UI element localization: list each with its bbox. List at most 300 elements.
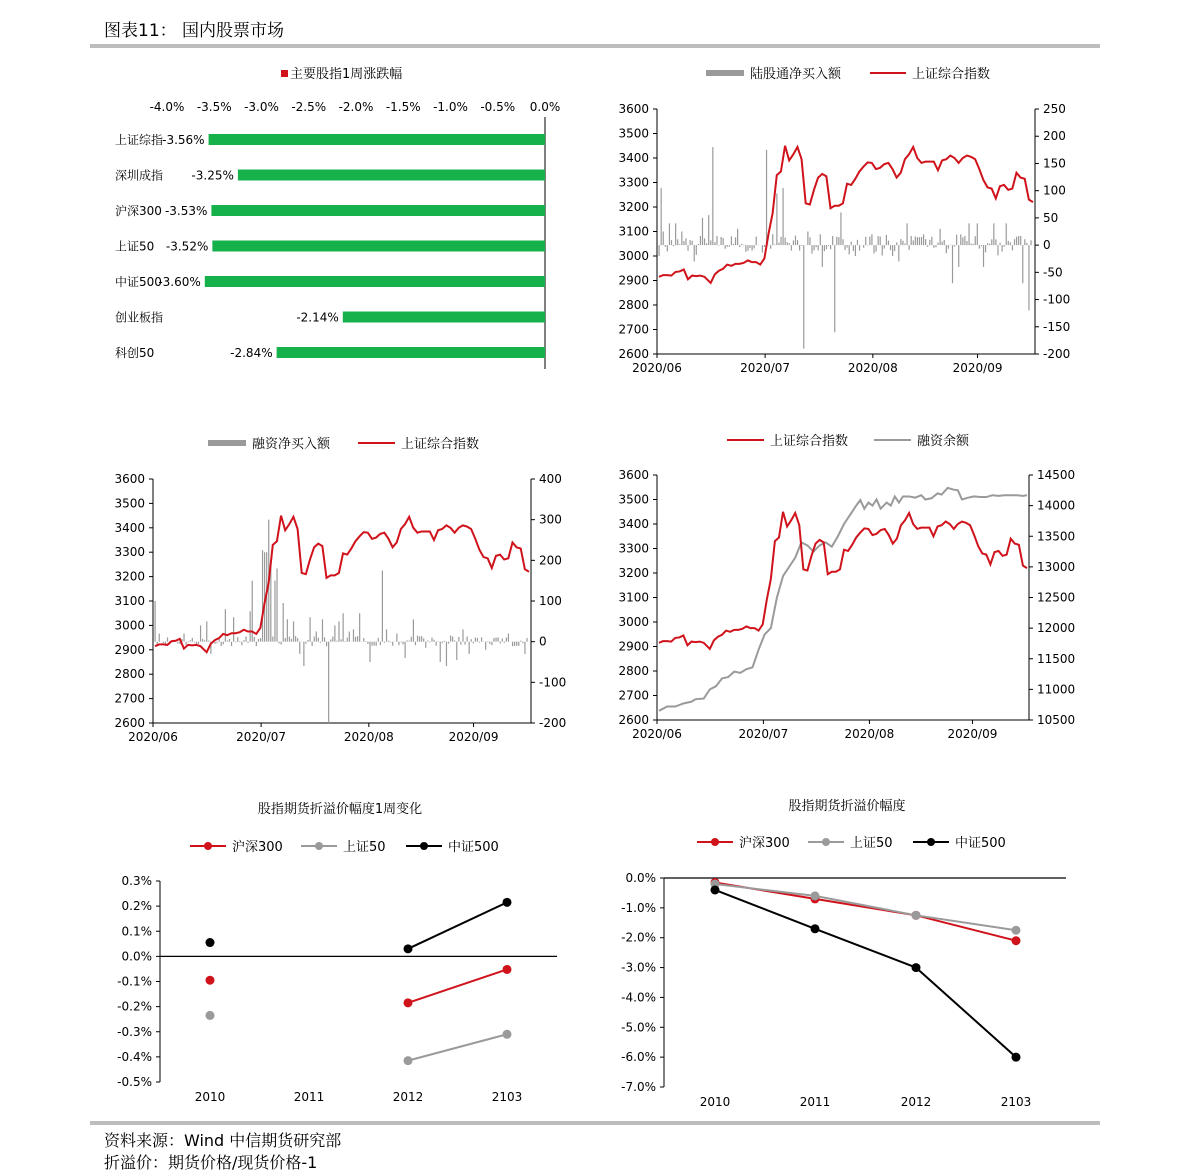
net-buy-bar — [250, 611, 251, 642]
net-buy-bar — [367, 642, 368, 644]
data-point — [711, 885, 720, 894]
basis-note: 折溢价：期货价格/现货价格-1 — [104, 1150, 317, 1173]
net-buy-bar — [968, 223, 969, 245]
net-buy-bar — [859, 245, 860, 250]
net-buy-bar — [820, 234, 821, 245]
net-buy-bar — [937, 243, 938, 246]
net-buy-bar — [328, 642, 329, 723]
net-buy-bar — [979, 245, 980, 248]
net-buy-bar — [231, 642, 232, 646]
net-buy-bar — [526, 638, 527, 642]
data-point — [912, 963, 921, 972]
net-buy-bar — [493, 638, 494, 642]
net-buy-bar — [729, 245, 730, 247]
legend-label: 上证50 — [343, 840, 386, 855]
y-right-tick-label: 14000 — [1037, 499, 1075, 513]
net-buy-bar — [495, 638, 496, 642]
net-buy-bar — [516, 642, 517, 646]
net-buy-bar — [485, 642, 486, 650]
net-buy-bar — [745, 245, 746, 252]
net-buy-bar — [498, 637, 499, 641]
net-buy-bar — [1002, 245, 1003, 251]
net-buy-bar — [283, 603, 284, 642]
legend-label: 上证综合指数 — [912, 66, 990, 82]
net-buy-bar — [396, 634, 397, 642]
net-buy-bar — [1016, 237, 1017, 245]
net-buy-bar — [417, 636, 418, 642]
data-point — [1012, 936, 1021, 945]
y-left-tick-label: 3100 — [618, 591, 649, 605]
net-buy-bar — [906, 223, 907, 245]
net-buy-bar — [679, 244, 680, 245]
net-buy-bar — [720, 237, 721, 245]
net-buy-bar — [200, 625, 201, 641]
x-tick-label: -1.0% — [433, 100, 468, 114]
y-left-tick-label: 3600 — [618, 102, 649, 116]
data-label: -3.60% — [158, 275, 200, 289]
net-buy-bar — [1006, 223, 1007, 245]
net-buy-bar — [987, 243, 988, 245]
y-right-tick-label: 0 — [1043, 238, 1051, 252]
net-buy-bar — [900, 239, 901, 245]
x-tick-label: 2020/08 — [344, 730, 394, 744]
net-buy-bar — [289, 637, 290, 642]
net-buy-bar — [241, 642, 242, 646]
net-buy-bar — [687, 245, 688, 251]
basis-level-chart — [621, 798, 1066, 1109]
net-buy-bar — [312, 642, 313, 646]
net-buy-bar — [221, 642, 222, 646]
net-buy-bar — [320, 642, 321, 643]
net-buy-bar — [927, 245, 928, 247]
net-buy-bar — [826, 245, 827, 249]
net-buy-bar — [425, 642, 426, 648]
y-right-tick-label: 150 — [1043, 156, 1066, 170]
y-right-tick-label: 100 — [539, 594, 562, 608]
net-buy-bar — [330, 639, 331, 641]
net-buy-bar — [878, 236, 879, 245]
net-buy-bar — [807, 232, 808, 246]
net-buy-bar — [890, 245, 891, 250]
net-buy-bar — [192, 638, 193, 642]
y-left-tick-label: 3300 — [618, 176, 649, 190]
net-buy-bar — [785, 238, 786, 246]
net-buy-bar — [991, 239, 992, 245]
net-buy-bar — [942, 241, 943, 245]
net-buy-bar — [355, 637, 356, 642]
net-buy-bar — [237, 637, 238, 641]
net-buy-bar — [407, 640, 408, 641]
net-buy-bar — [334, 625, 335, 641]
net-buy-bar — [935, 245, 936, 247]
data-label: -3.52% — [166, 240, 208, 254]
net-buy-bar — [506, 637, 507, 641]
net-buy-bar — [828, 245, 829, 246]
net-buy-bar — [1004, 245, 1005, 247]
net-buy-bar — [661, 188, 662, 245]
y-left-tick-label: 3400 — [114, 521, 145, 535]
net-buy-bar — [737, 229, 738, 245]
net-buy-bar — [683, 241, 684, 245]
source-note: 资料来源：Wind 中信期货研究部 — [104, 1128, 341, 1151]
y-left-tick-label: 3300 — [618, 542, 649, 556]
net-buy-bar — [229, 639, 230, 642]
y-left-tick-label: 2700 — [618, 323, 649, 337]
bar — [277, 347, 545, 358]
net-buy-bar — [995, 239, 996, 245]
net-buy-bar — [256, 642, 257, 646]
net-buy-bar — [163, 642, 164, 643]
net-buy-bar — [216, 642, 217, 643]
data-point — [206, 976, 215, 985]
y-right-tick-label: 100 — [1043, 184, 1066, 198]
net-buy-bar — [518, 642, 519, 646]
legend-marker — [927, 838, 935, 846]
data-point — [404, 944, 413, 953]
net-buy-bar — [766, 150, 767, 245]
x-tick-label: 2020/09 — [953, 361, 1003, 375]
net-buy-bar — [413, 619, 414, 641]
bar — [205, 276, 545, 287]
y-right-tick-label: -200 — [1043, 347, 1070, 361]
net-buy-bar — [946, 245, 947, 253]
net-buy-bar — [888, 241, 889, 246]
y-tick-label: 0.1% — [122, 924, 153, 938]
net-buy-bar — [747, 245, 748, 251]
legend-label: 陆股通净买入额 — [750, 66, 842, 82]
net-buy-bar — [770, 245, 771, 249]
net-buy-bar — [460, 642, 461, 645]
net-buy-bar — [324, 637, 325, 641]
net-buy-bar — [882, 245, 883, 255]
net-buy-bar — [371, 642, 372, 646]
net-buy-bar — [297, 638, 298, 642]
net-buy-bar — [227, 640, 228, 641]
net-buy-bar — [316, 632, 317, 642]
net-buy-bar — [911, 236, 912, 245]
net-buy-bar — [659, 245, 660, 256]
net-buy-bar — [502, 639, 503, 642]
net-buy-bar — [1018, 236, 1019, 245]
net-buy-bar — [849, 245, 850, 254]
net-buy-bar — [764, 245, 765, 247]
y-tick-label: -3.0% — [621, 961, 656, 975]
net-buy-bar — [958, 245, 959, 267]
data-point — [503, 965, 512, 974]
net-buy-bar — [975, 236, 976, 245]
legend-label: 沪深300 — [739, 836, 790, 851]
net-buy-bar — [318, 638, 319, 642]
net-buy-bar — [780, 237, 781, 245]
net-buy-bar — [1010, 242, 1011, 245]
net-buy-bar — [419, 636, 420, 641]
net-buy-bar — [458, 637, 459, 642]
weekly-change-chart — [115, 66, 560, 369]
y-left-tick-label: 2800 — [114, 667, 145, 681]
net-buy-bar — [204, 640, 205, 641]
net-buy-bar — [239, 641, 240, 642]
net-buy-bar — [185, 642, 186, 645]
y-tick-label: 0.3% — [122, 874, 153, 888]
margin-balance-line — [659, 488, 1027, 711]
net-buy-bar — [853, 245, 854, 251]
net-buy-bar — [960, 234, 961, 245]
net-buy-bar — [524, 642, 525, 654]
net-buy-bar — [388, 641, 389, 642]
net-buy-bar — [159, 634, 160, 642]
x-tick-label: 2020/08 — [848, 361, 898, 375]
net-buy-bar — [708, 215, 709, 245]
data-label: -3.53% — [165, 204, 207, 218]
net-buy-bar — [824, 245, 825, 251]
y-tick-label: -4.0% — [621, 990, 656, 1004]
net-buy-bar — [512, 642, 513, 647]
y-left-tick-label: 3000 — [114, 618, 145, 632]
y-left-tick-label: 3400 — [618, 517, 649, 531]
net-buy-bar — [884, 245, 885, 248]
net-buy-bar — [851, 242, 852, 246]
y-left-tick-label: 3100 — [618, 225, 649, 239]
net-buy-bar — [398, 642, 399, 645]
net-buy-bar — [710, 240, 711, 245]
net-buy-bar — [278, 642, 279, 644]
net-buy-bar — [754, 245, 755, 248]
legend-swatch-bars — [208, 440, 246, 446]
net-buy-bar — [782, 188, 783, 245]
net-buy-bar — [931, 237, 932, 245]
bar — [209, 134, 545, 145]
bar — [238, 170, 545, 181]
net-buy-bar — [198, 642, 199, 644]
y-left-tick-label: 3500 — [618, 127, 649, 141]
data-label: -3.25% — [191, 169, 233, 183]
net-buy-bar — [954, 245, 955, 246]
net-buy-bar — [431, 637, 432, 641]
net-buy-bar — [896, 242, 897, 245]
net-buy-bar — [989, 244, 990, 245]
net-buy-bar — [332, 637, 333, 642]
net-buy-bar — [477, 638, 478, 642]
y-left-tick-label: 3600 — [114, 472, 145, 486]
net-buy-bar — [948, 245, 949, 249]
net-buy-bar — [405, 642, 406, 658]
net-buy-bar — [704, 238, 705, 245]
y-left-tick-label: 2600 — [618, 347, 649, 361]
net-buy-bar — [427, 640, 428, 641]
net-buy-bar — [834, 245, 835, 332]
net-buy-bar — [801, 245, 802, 246]
net-buy-bar — [917, 237, 918, 245]
net-buy-bar — [475, 638, 476, 642]
net-buy-bar — [233, 617, 234, 641]
net-buy-bar — [347, 638, 348, 642]
net-buy-bar — [689, 240, 690, 245]
net-buy-bar — [894, 245, 895, 251]
x-tick-label: 2020/07 — [738, 727, 788, 741]
x-tick-label: 2103 — [1001, 1095, 1032, 1109]
data-point — [1012, 1053, 1021, 1062]
y-tick-label: -0.2% — [117, 1000, 152, 1014]
y-left-tick-label: 3200 — [618, 566, 649, 580]
net-buy-bar — [349, 632, 350, 642]
y-right-tick-label: 0 — [539, 635, 547, 649]
net-buy-bar — [944, 240, 945, 245]
x-tick-label: 2020/09 — [948, 727, 998, 741]
net-buy-bar — [322, 619, 323, 641]
net-buy-bar — [1030, 240, 1031, 245]
x-tick-label: -4.0% — [150, 100, 185, 114]
x-tick-label: 2010 — [700, 1095, 731, 1109]
net-buy-bar — [671, 240, 672, 245]
net-buy-bar — [663, 232, 664, 246]
y-tick-label: -0.1% — [117, 975, 152, 989]
data-point — [503, 1030, 512, 1039]
net-buy-bar — [818, 245, 819, 250]
x-tick-label: -3.5% — [197, 100, 232, 114]
series-segment — [815, 896, 916, 915]
net-buy-bar — [813, 245, 814, 250]
net-buy-bar — [479, 642, 480, 643]
net-buy-bar — [309, 617, 310, 641]
net-buy-bar — [993, 223, 994, 245]
x-tick-label: 2012 — [901, 1095, 932, 1109]
y-right-tick-label: -50 — [1043, 265, 1063, 279]
net-buy-bar — [481, 637, 482, 641]
net-buy-bar — [508, 634, 509, 642]
net-buy-bar — [446, 642, 447, 666]
x-tick-label: -2.5% — [291, 100, 326, 114]
x-tick-label: 2020/08 — [844, 727, 894, 741]
net-buy-bar — [797, 240, 798, 245]
x-tick-label: -3.0% — [244, 100, 279, 114]
net-buy-bar — [183, 634, 184, 642]
series-segment — [408, 1034, 507, 1060]
net-buy-bar — [665, 245, 666, 247]
net-buy-bar — [206, 621, 207, 641]
net-buy-bar — [985, 245, 986, 252]
net-buy-bar — [840, 212, 841, 245]
net-buy-bar — [733, 244, 734, 245]
net-buy-bar — [787, 242, 788, 245]
net-buy-bar — [681, 232, 682, 246]
net-buy-bar — [444, 641, 445, 642]
net-buy-bar — [698, 244, 699, 245]
net-buy-bar — [262, 550, 263, 642]
net-buy-bar — [1022, 245, 1023, 283]
index-line — [659, 146, 1033, 283]
net-buy-bar — [1024, 239, 1025, 245]
net-buy-bar — [433, 640, 434, 642]
y-left-tick-label: 3500 — [618, 493, 649, 507]
net-buy-bar — [725, 245, 726, 249]
y-right-tick-label: 10500 — [1037, 713, 1075, 727]
legend-label: 沪深300 — [232, 840, 283, 855]
y-right-tick-label: 200 — [1043, 129, 1066, 143]
net-buy-bar — [873, 245, 874, 253]
net-buy-bar — [415, 642, 416, 646]
basis-change-chart — [117, 801, 557, 1104]
y-right-tick-label: 13000 — [1037, 560, 1075, 574]
y-tick-label: 0.0% — [626, 871, 657, 885]
x-tick-label: 2020/07 — [740, 361, 790, 375]
legend-swatch-bars — [706, 70, 744, 76]
data-point — [404, 1056, 413, 1065]
net-buy-bar — [272, 637, 273, 642]
y-left-tick-label: 2800 — [618, 664, 649, 678]
y-left-tick-label: 2800 — [618, 298, 649, 312]
net-buy-bar — [712, 147, 713, 245]
page-title: 图表11： 国内股票市场 — [104, 16, 284, 41]
net-buy-bar — [450, 636, 451, 642]
net-buy-bar — [345, 641, 346, 642]
y-right-tick-label: 11500 — [1037, 652, 1075, 666]
net-buy-bar — [696, 245, 697, 255]
y-tick-label: -7.0% — [621, 1080, 656, 1094]
net-buy-bar — [276, 568, 277, 641]
net-buy-bar — [694, 245, 695, 261]
net-buy-bar — [830, 245, 831, 249]
category-label: 深圳成指 — [115, 168, 163, 183]
net-buy-bar — [723, 238, 724, 245]
net-buy-bar — [500, 642, 501, 644]
net-buy-bar — [844, 245, 845, 250]
legend-marker — [822, 838, 830, 846]
net-buy-bar — [491, 642, 492, 646]
net-buy-bar — [669, 223, 670, 245]
y-tick-label: -1.0% — [621, 901, 656, 915]
net-buy-bar — [1014, 239, 1015, 245]
y-tick-label: -0.4% — [117, 1050, 152, 1064]
net-buy-bar — [913, 240, 914, 245]
legend-label: 中证500 — [448, 839, 499, 855]
y-left-tick-label: 3100 — [114, 594, 145, 608]
net-buy-bar — [774, 244, 775, 245]
legend-marker — [204, 842, 212, 850]
data-label: -2.84% — [230, 346, 272, 360]
x-tick-label: 0.0% — [530, 100, 561, 114]
net-buy-bar — [411, 637, 412, 642]
net-buy-bar — [293, 621, 294, 641]
net-buy-bar — [1026, 243, 1027, 245]
net-buy-bar — [359, 613, 360, 641]
net-buy-bar — [462, 629, 463, 641]
net-buy-bar — [964, 236, 965, 245]
net-buy-bar — [1012, 245, 1013, 250]
legend-label: 上证综合指数 — [401, 436, 479, 452]
x-tick-label: 2103 — [492, 1090, 523, 1104]
net-buy-bar — [305, 642, 306, 644]
net-buy-bar — [677, 239, 678, 245]
net-buy-bar — [909, 245, 910, 250]
net-buy-bar — [727, 245, 728, 247]
y-tick-label: -2.0% — [621, 931, 656, 945]
net-buy-bar — [811, 245, 812, 253]
y-left-tick-label: 3400 — [618, 151, 649, 165]
y-right-tick-label: -150 — [1043, 320, 1070, 334]
net-buy-bar — [886, 235, 887, 245]
net-buy-bar — [778, 243, 779, 245]
net-buy-bar — [871, 234, 872, 245]
net-buy-bar — [392, 642, 393, 646]
bar — [212, 241, 545, 252]
net-buy-bar — [675, 223, 676, 245]
y-left-tick-label: 3200 — [114, 570, 145, 584]
net-buy-bar — [473, 642, 474, 644]
data-point — [206, 1011, 215, 1020]
category-label: 上证综指 — [115, 132, 163, 147]
y-tick-label: -0.5% — [117, 1075, 152, 1089]
net-buy-bar — [921, 237, 922, 245]
